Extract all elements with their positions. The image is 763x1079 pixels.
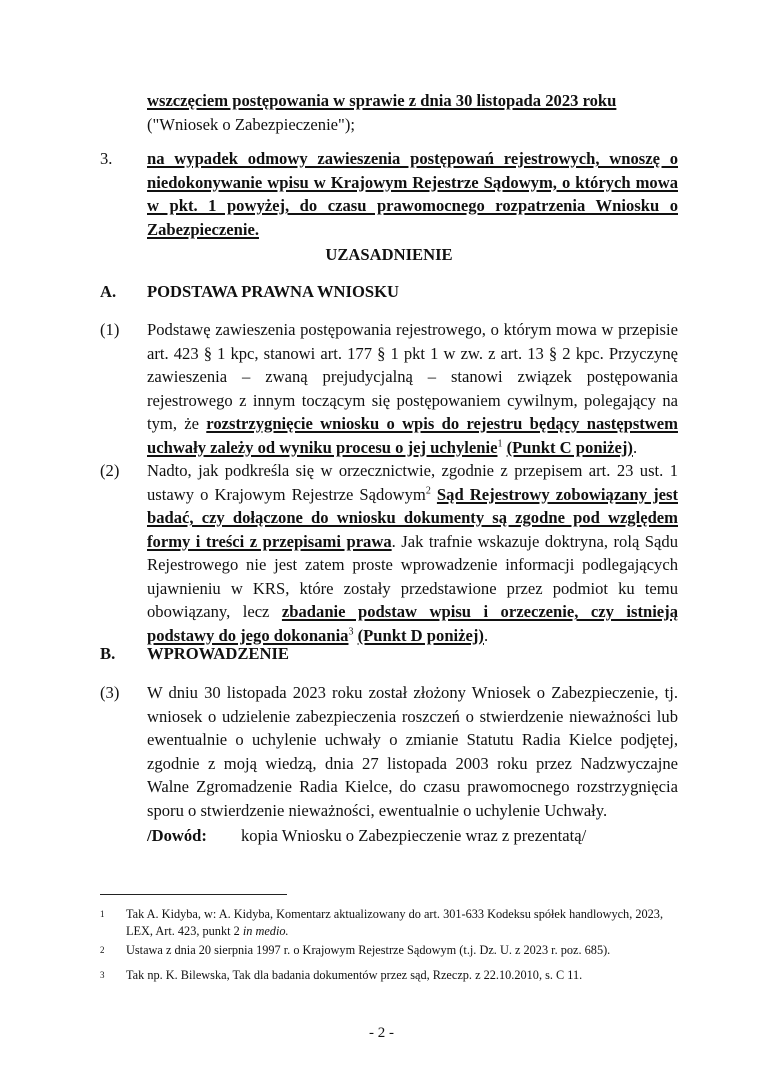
paragraph-2-text: . Jak trafnie wskazuje doktryna, rolą Sądu Rejestrowego nie jest zatem proste wprowadzenie informacji podlegających ujawnieniu w KRS, które zostały przedstawione przez podmiot ku temu obowiązany, lecz xyxy=(147,531,678,621)
item-3-request: na wypadek odmowy zawieszenia postępowań rejestrowych, wnoszę o niedokonywanie wpisu w Krajowym Rejestrze Sądowym, o których mowa w pkt. 1 powyżej, do czasu prawomocnego rozpatrzenia Wniosku o Zabezpieczenie. xyxy=(147,149,678,239)
section-b-letter: B. xyxy=(100,644,116,663)
period: . xyxy=(483,625,489,645)
item-number: 3. xyxy=(100,149,113,168)
footnote-text: Ustawa z dnia 20 sierpnia 1997 r. o Krajowym Rejestrze Sądowym (t.j. Dz. U. z 2023 r. poz. 685). xyxy=(126,943,611,957)
paragraph-1-text: Podstawę zawieszenia postępowania rejestrowego, o którym mowa w przepisie art. 423 § 1 kpc, stanowi art. 177 § 1 pkt 1 w zw. z art. 13 § 2 kpc. Przyczynę zawieszenia – zwaną prejudycjalną – stanowi związek postępowania rejestrowego z innym toczącym się postępowaniem cywilnym, polegający na tym, że xyxy=(147,320,678,433)
footnote-number: 1 xyxy=(100,909,105,919)
bold-underlined-text: zbadanie podstaw wpisu i orzeczenie, czy istnieją podstawy do jego dokonania xyxy=(147,602,678,645)
evidence-label: /Dowód: xyxy=(147,826,207,845)
wniosek-reference: ("Wniosek o Zabezpieczenie"); xyxy=(147,114,355,134)
section-a-letter: A. xyxy=(100,282,117,301)
bold-underlined-text: rozstrzygnięcie wniosku o wpis do rejestru będący następstwem uchwały zależy od wyniku procesu o jej uchylenie xyxy=(147,414,678,457)
paragraph-2-text: Nadto, jak podkreśla się w orzecznictwie, zgodnie z przepisem art. 23 ust. 1 ustawy o Krajowym Rejestrze Sądowym xyxy=(147,461,678,504)
footnote-text xyxy=(126,906,678,940)
section-title-uzasadnienie: UZASADNIENIE xyxy=(325,245,453,264)
cross-reference: (Punkt C poniżej) xyxy=(506,437,633,457)
paragraph-continuation xyxy=(147,89,678,136)
paragraph-2 xyxy=(147,459,678,647)
footnote-ref: 2 xyxy=(425,484,431,496)
page-number: - 2 - xyxy=(369,1025,394,1041)
section-a-title: PODSTAWA PRAWNA WNIOSKU xyxy=(147,282,400,301)
bold-underlined-text: wszczęciem postępowania w sprawie z dnia 30 listopada 2023 roku xyxy=(147,91,617,110)
evidence-text: kopia Wniosku o Zabezpieczenie wraz z prezentatą/ xyxy=(241,826,587,845)
paragraph-3 xyxy=(147,681,678,822)
paragraph-3-text: W dniu 30 listopada 2023 roku został złożony Wniosek o Zabezpieczenie, tj. wniosek o udzielenie zabezpieczenia roszczeń o stwierdzenie nieważności lub ewentualnie o uchylenie uchwały o zmianie Statutu Radia Kielce podjętej, zgodnie z moją wiedzą, dnia 27 listopada 2003 roku przez Nadzwyczajne Walne Zgromadzenie Radia Kielce, do czasu prawomocnego rozstrzygnięcia sporu o stwierdzenie nieważności, ewentualnie o uchylenie Uchwały. xyxy=(147,683,678,820)
footnote-number: 3 xyxy=(100,970,105,980)
cross-reference: (Punkt D poniżej) xyxy=(357,625,484,645)
footnote-1-body: Tak A. Kidyba, w: A. Kidyba, Komentarz aktualizowany do art. 301-633 Kodeksu spółek handlowych, 2023, LEX, Art. 423, punkt 2 xyxy=(126,907,664,938)
paragraph-number: (2) xyxy=(100,461,120,480)
paragraph-1 xyxy=(147,318,678,459)
paragraph-number: (3) xyxy=(100,683,120,702)
section-b-title: WPROWADZENIE xyxy=(147,644,289,663)
footnote-number: 2 xyxy=(100,945,105,955)
item-3-text xyxy=(147,147,678,241)
footnote-1-italic: in medio. xyxy=(242,924,289,938)
period: . xyxy=(632,437,638,457)
footnote-ref: 1 xyxy=(497,437,503,449)
bold-underlined-text: Sąd Rejestrowy zobowiązany jest badać, czy dołączone do wniosku dokumenty są zgodne pod względem formy i treści z przepisami prawa xyxy=(147,484,678,551)
footnote-ref: 3 xyxy=(348,625,354,637)
footnote-text: Tak np. K. Bilewska, Tak dla badania dokumentów przez sąd, Rzeczp. z 22.10.2010, s. C 11. xyxy=(126,968,583,982)
paragraph-number: (1) xyxy=(100,320,120,339)
footnote-separator xyxy=(100,894,287,895)
